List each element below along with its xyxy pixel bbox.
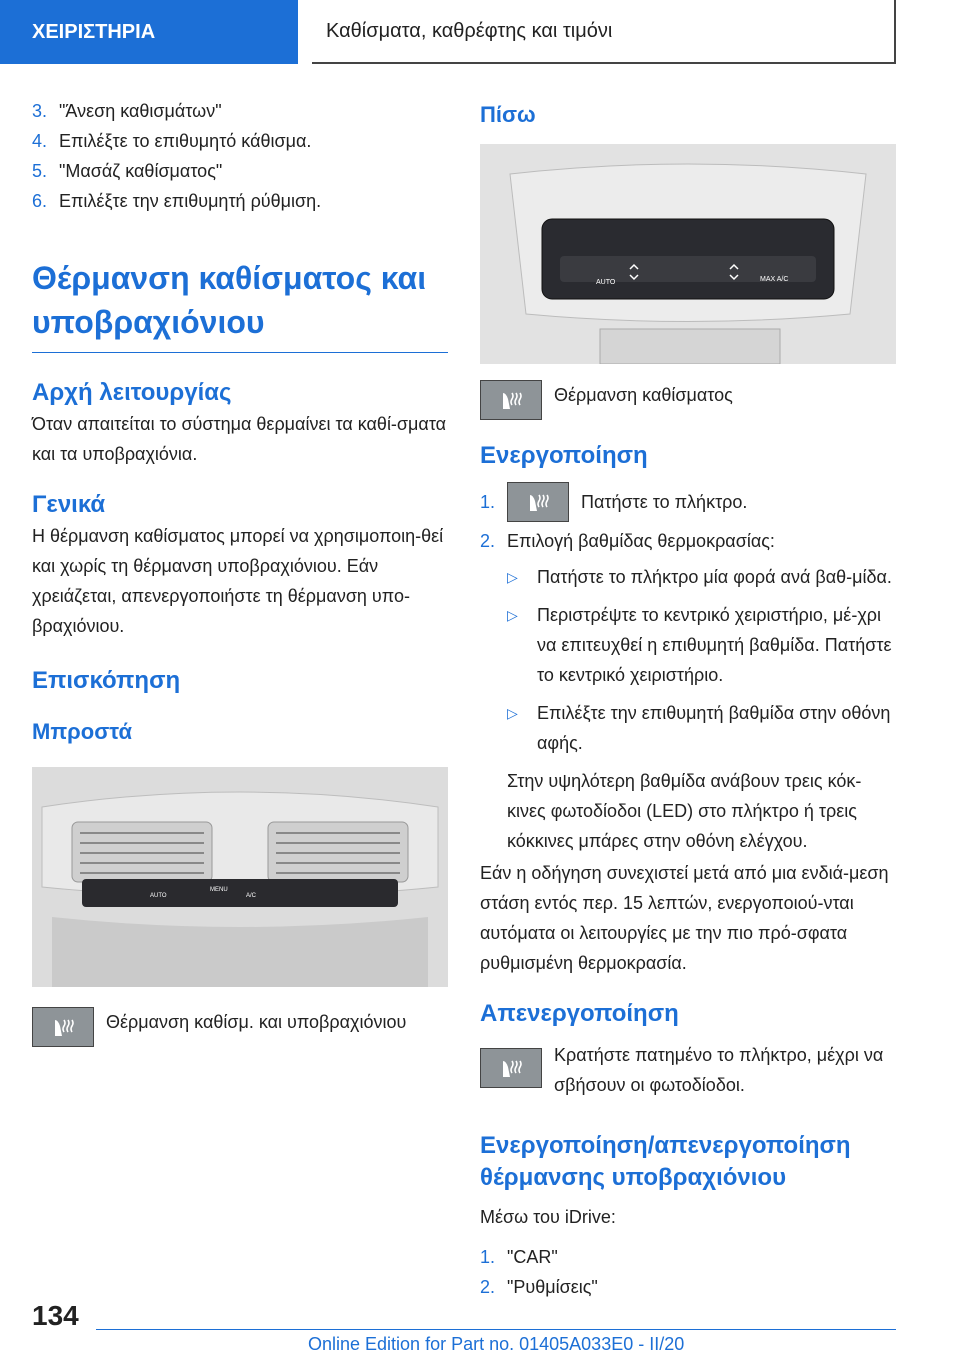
header-section-tab: ΧΕΙΡΙΣΤΗΡΙΑ — [0, 0, 298, 64]
front-caption: Θέρμανση καθίσμ. και υποβραχιόνιου — [106, 1012, 407, 1032]
activation-heading: Ενεργοποίηση — [480, 442, 648, 469]
steps-list — [32, 96, 448, 216]
list-item: 2. Επιλογή βαθμίδας θερμοκρασίας: — [480, 531, 775, 551]
rear-caption: Θέρμανση καθίσματος — [554, 385, 733, 405]
footer-edition: Online Edition for Part no. 01405A033E0 - II/20 — [308, 1334, 685, 1354]
seat-heating-icon — [480, 380, 542, 420]
list-item: 2. "Ρυθμίσεις" — [480, 1277, 598, 1297]
general-heading: Γενικά — [32, 491, 106, 518]
bullet-list — [507, 562, 896, 758]
seat-heating-icon — [480, 1048, 542, 1088]
page-number: 134 — [32, 1300, 79, 1331]
armrest-heading: Ενεργοποίηση/απενεργοποίηση θέρμανσης υποβραχιόνιου — [480, 1132, 851, 1191]
idrive-steps — [480, 1242, 896, 1302]
header-chapter-title: Καθίσματα, καθρέφτης και τιμόνι — [312, 0, 896, 64]
principle-heading: Αρχή λειτουργίας — [32, 379, 232, 406]
list-item: 1. Πατήστε το πλήκτρο. — [480, 482, 896, 522]
footer-rule — [96, 1329, 896, 1330]
svg-text:A/C: A/C — [246, 893, 257, 899]
idrive-text: Μέσω του iDrive: — [480, 1207, 616, 1227]
deactivation-text: Κρατήστε πατημένο το πλήκτρο, μέχρι να σβήσουν οι φωτοδίοδοι. — [554, 1045, 884, 1095]
list-item: 5. "Μασάζ καθίσματος" — [32, 161, 223, 181]
deactivation-heading: Απενεργοποίηση — [480, 1000, 679, 1027]
rear-console-illustration — [480, 144, 896, 364]
rear-console-photo — [480, 144, 896, 364]
svg-text:MENU: MENU — [210, 887, 228, 893]
front-heading: Μπροστά — [32, 719, 132, 744]
level-options — [507, 562, 896, 856]
svg-text:MAX A/C: MAX A/C — [760, 276, 789, 283]
principle-text: Όταν απαιτείται το σύστημα θερμαίνει τα καθί-σματα και τα υποβραχιόνια. — [32, 414, 447, 464]
bullet-item: ▷ Πατήστε το πλήκτρο μία φορά ανά βαθ-μίδα. — [507, 567, 892, 587]
front-console-photo — [32, 767, 448, 987]
front-console-illustration — [32, 767, 448, 987]
stop-text: Εάν η οδήγηση συνεχιστεί μετά από μια ενδιά-μεση στάση εντός περ. 15 λεπτών, ενεργοποιού-νται αυτόματα οι λειτουργίες με την πιο πρό-σφατα ρυθμισμένη θερμοκρασία. — [480, 863, 889, 973]
deactivation-row — [480, 1040, 896, 1100]
list-item: 6. Επιλέξτε την επιθυμητή ρύθμιση. — [32, 191, 322, 211]
rear-caption-row — [480, 380, 896, 420]
section-title: Θέρμανση καθίσματος και υποβραχιόνιου — [32, 260, 427, 340]
list-item: 3. "Άνεση καθισμάτων" — [32, 101, 222, 121]
list-item: 1. "CAR" — [480, 1247, 558, 1267]
seat-heating-icon — [32, 1007, 94, 1047]
bullet-item: ▷ Περιστρέψτε το κεντρικό χειριστήριο, μέ-χρι να επιτευχθεί η επιθυμητή βαθμίδα. Πατήστε το κεντρικό χειριστήριο. — [507, 605, 892, 685]
left-column — [32, 96, 448, 1047]
bullet-item: ▷ Επιλέξτε την επιθυμητή βαθμίδα στην οθόνη αφής. — [507, 703, 891, 753]
list-item: 4. Επιλέξτε το επιθυμητό κάθισμα. — [32, 131, 312, 151]
right-column — [480, 100, 896, 1302]
front-caption-row — [32, 1007, 448, 1047]
general-text: Η θέρμανση καθίσματος μπορεί να χρησιμοποιη-θεί και χωρίς τη θέρμανση υποβραχιόνιου. Εάν χρειάζεται, απενεργοποιήστε τη θέρμανση υπο-βραχιόνιου. — [32, 526, 444, 636]
indicator-text: Στην υψηλότερη βαθμίδα ανάβουν τρεις κόκ-κινες φωτοδίοδοι (LED) στο πλήκτρο ή τρεις κόκκινες μπάρες στην οθόνη ελέγχου. — [507, 771, 862, 851]
seat-heating-button-icon — [507, 482, 569, 522]
rear-heading: Πίσω — [480, 102, 536, 127]
svg-text:AUTO: AUTO — [150, 893, 167, 899]
overview-heading: Επισκόπηση — [32, 667, 181, 694]
svg-text:AUTO: AUTO — [596, 279, 616, 286]
activation-steps — [480, 482, 896, 556]
